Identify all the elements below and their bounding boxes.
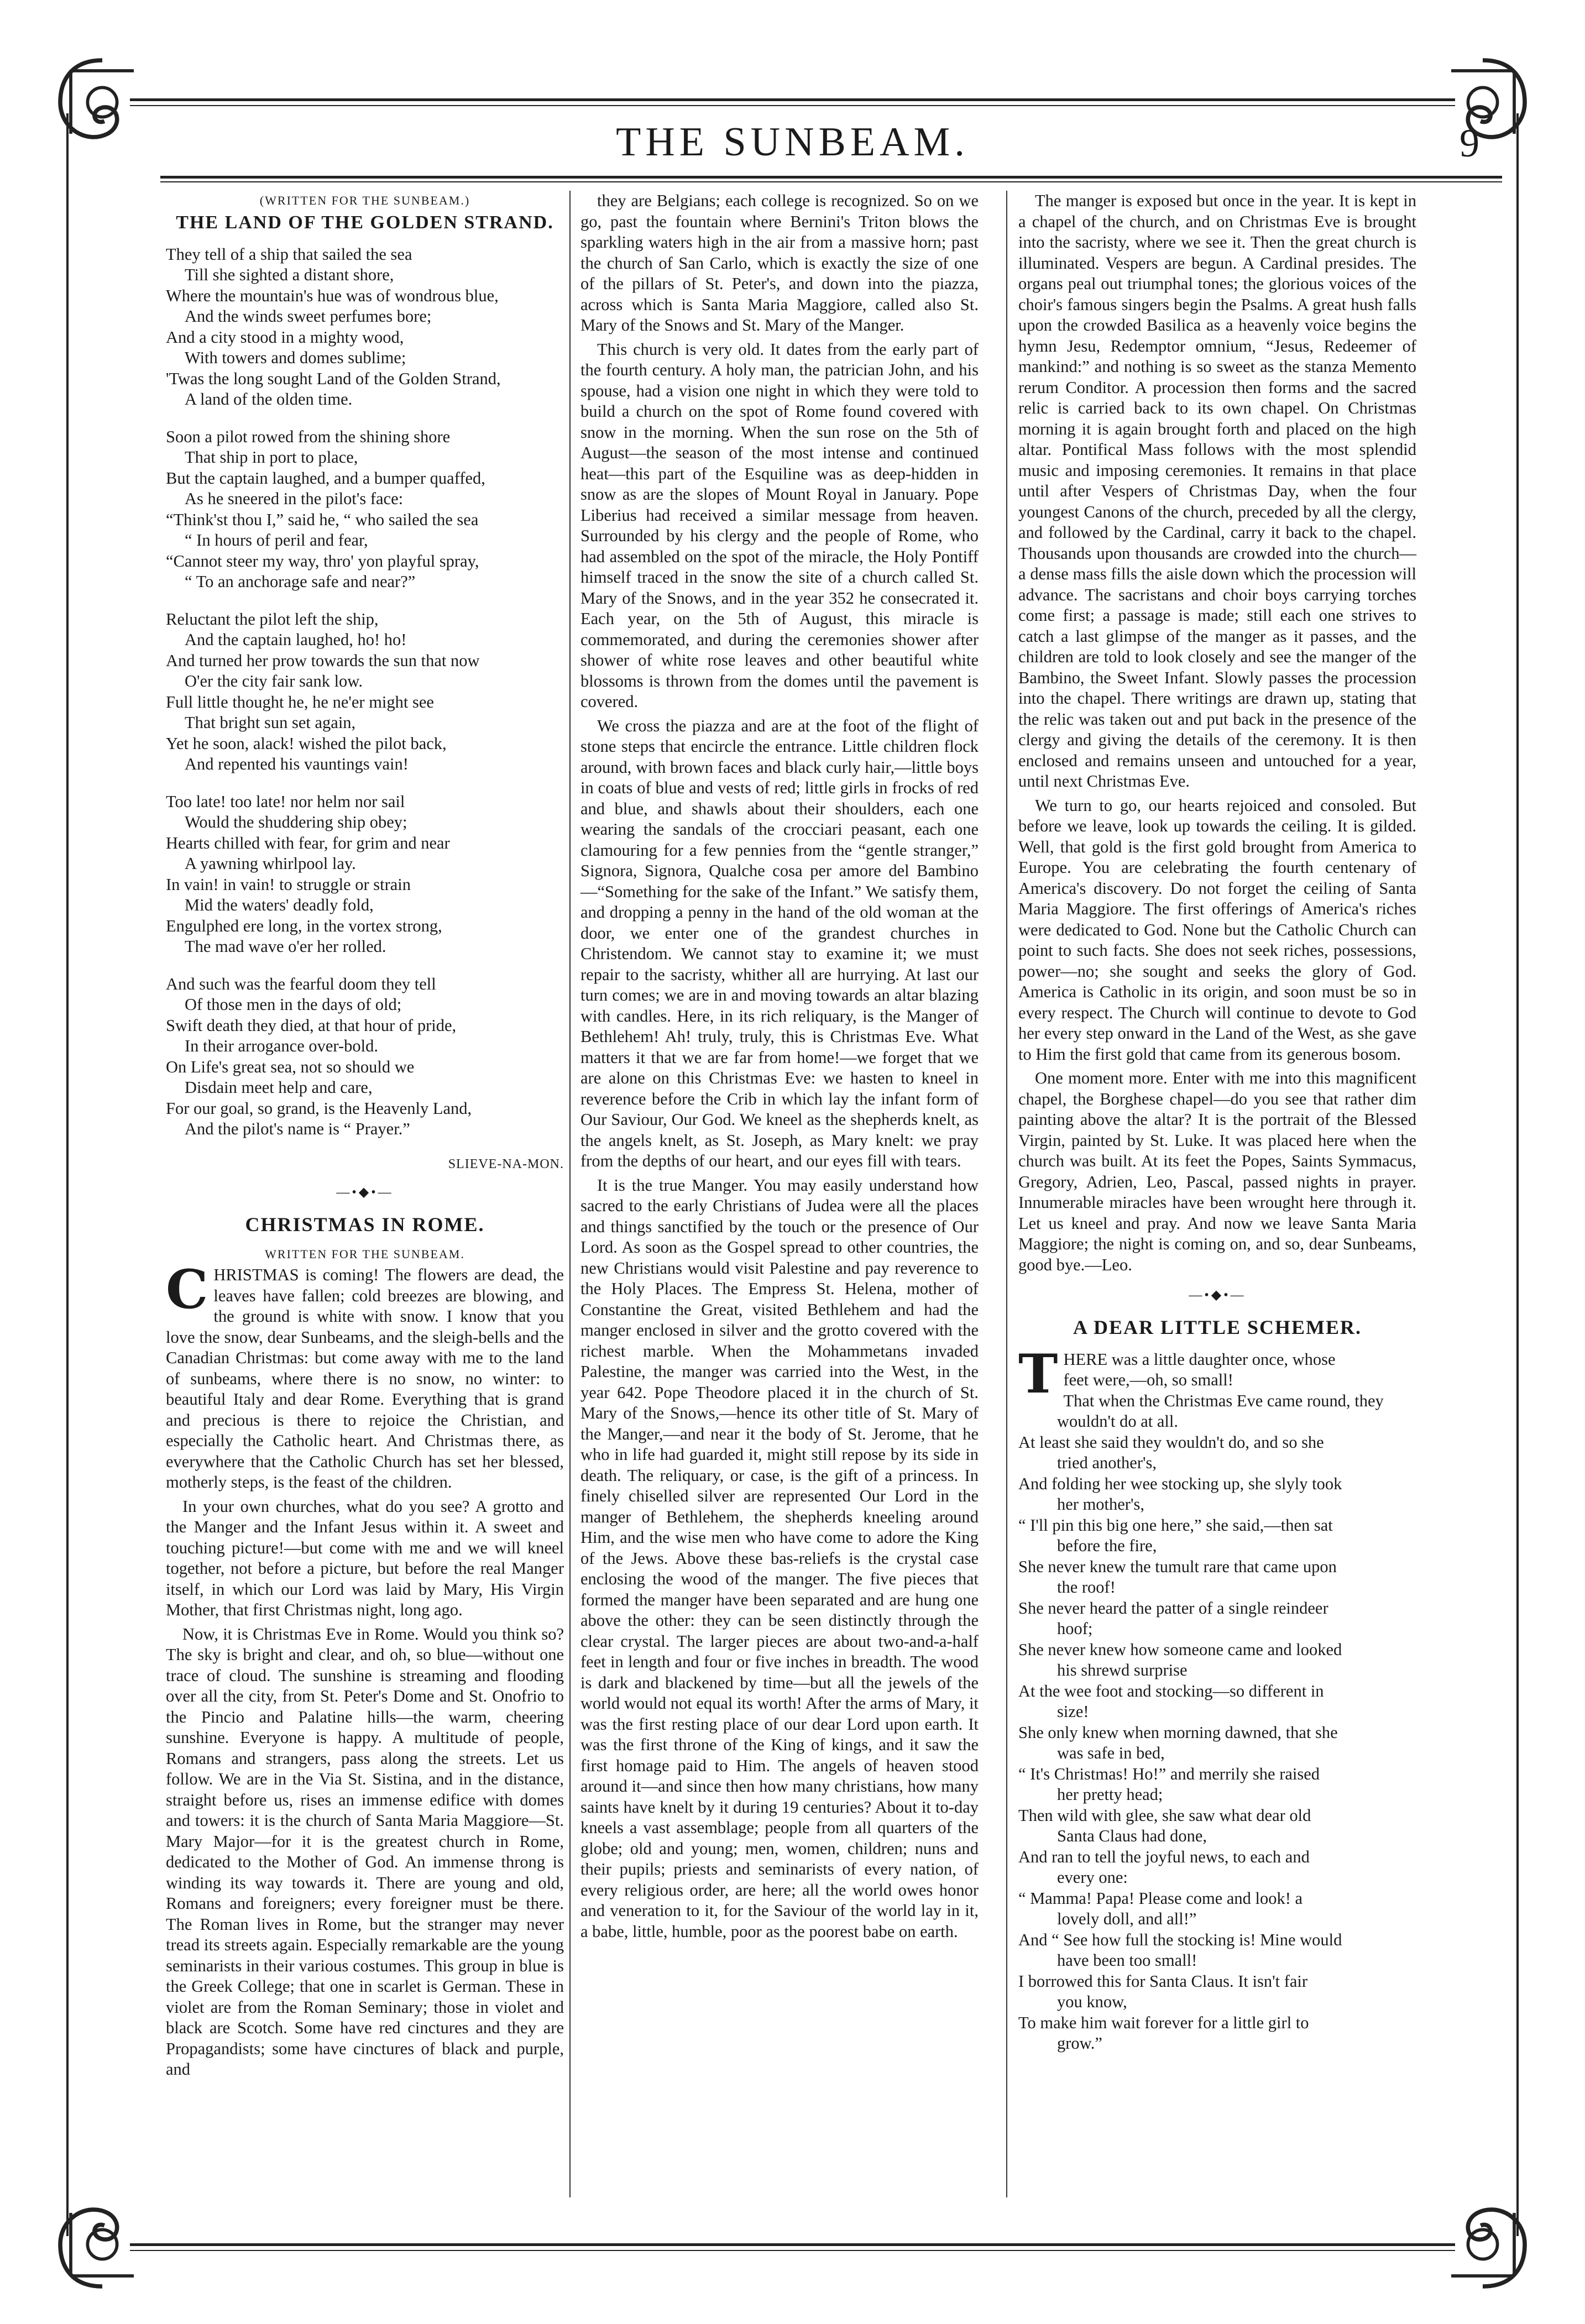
poem-stanza [166, 244, 564, 410]
poem-line: That when the Christmas Eve came round, they [1063, 1391, 1384, 1410]
column-3 [1018, 191, 1416, 2054]
article-paragraphs-col3 [1018, 191, 1416, 1275]
poem-line: And ran to tell the joyful news, to each and [1018, 1847, 1310, 1866]
poem-line: “ Mamma! Papa! Please come and look! a [1018, 1888, 1303, 1908]
poem-line: feet were,—oh, so small! [1063, 1370, 1233, 1390]
article-paragraph: One moment more. Enter with me into this magnificent chapel, the Borghese chapel—do you see that rather dim painting above the altar? It is the portrait of the Blessed Virgin, painted by St. Luke. It was placed here when the church was built. At its feet the Popes, Saints Symmacus, Gregory, Adrien, Leo, Pascal, passed nights in prayer. Innumerable miracles have been wrought here through it. Let us kneel and pray. And now we leave Santa Maria Maggiore; the night is coming on, and so, dear Sunbeams, good bye.—Leo. [1018, 1069, 1416, 1274]
poem-line: you know, [1057, 1992, 1127, 2012]
poem-credit: (WRITTEN FOR THE SUNBEAM.) [259, 193, 470, 207]
frame-top-rule-thin [130, 105, 1455, 106]
article-title: CHRISTMAS IN ROME. [245, 1213, 485, 1236]
poem-line: Santa Claus had done, [1057, 1826, 1207, 1846]
article-paragraph: Now, it is Christmas Eve in Rome. Would you think so? The sky is bright and clear, and oh, so blue—without one trace of cloud. The sunshine is streaming and flooding over all the city, from St. Peter's Dome and St. Onofrio to the Pincio and Palatine hills—the warm, cheering sunshine. Everyone is happy. A multitude of people, Romans and strangers, pass along the streets. Let us follow. We are in the Via St. Sistina, and in the distance, straight before us, rises an immense edifice with domes and towers: it is the church of Santa Maria Maggiore—St. Mary Major—for it is the greatest church in Rome, dedicated to the Mother of God. An immense throng is winding its way towards it. There are young and old, Romans and foreigners; every foreigner must be there. The Roman lives in Rome, but the stranger may never tread its streets again. Especially remarkable are the young seminarists in their various costumes. This group in blue is the Greek College; that one in scarlet is German. These in violet are from the Roman Seminary; those in violet and black are Scotch. Some have red cinctures and they are Propagandists; some have cinctures of black and purple, and [166, 1624, 564, 2079]
poem-line: size! [1057, 1702, 1089, 1721]
poem-line: That bright sun set again, [185, 713, 356, 732]
poem-line: grow.” [1057, 2034, 1102, 2053]
first-paragraph-text: HRISTMAS is coming! The flowers are dead, the leaves have fallen; cold breezes are blowing, and the ground is white with snow. I know that you love the snow, dear Sunbeams, and the sleigh-bells and the Canadian Christmas: but come away with me to the land of sunbeams, where there is no snow, no winter: to beautiful Italy and dear Rome. Everything that is grand and precious is there to rejoice the Christian, and especially the Catholic heart. And Christmas there, as everywhere that the Catholic Church has set her blessed, motherly steps, is the feast of the children. [166, 1265, 564, 1492]
corner-ornament-icon [1430, 50, 1535, 155]
poem-line: hoof; [1057, 1619, 1093, 1639]
poem-line: On Life's great sea, not so should we [166, 1057, 415, 1076]
poem-line: In their arrogance over-bold. [185, 1037, 378, 1056]
poem-line: As he sneered in the pilot's face: [185, 489, 404, 509]
article-paragraph: We cross the piazza and are at the foot of the flight of stone steps that encircle the entrance. Little children flock around, with brown faces and black curly hair,—little boys in coats of blue and vests of red; little girls in frocks of red and blue, and shawls about their shoulders, each one wearing the sandals of the crocciari peasant, each one clamouring for a few pennies from the “gentle stranger,” Signora, Signora, Qualche cosa per amore del Bambino—“Something for the sake of the Infant.” We satisfy them, and dropping a penny in the hand of the old woman at the door, we enter one of the grandest churches in Christendom. We cannot stay to examine it; we must repair to the sacristy, whither all are hurrying. At last our turn comes; we are in and moving towards an altar blazing with candles. Here, in its rich reliquary, is the Manger of Bethlehem! Ah! truly, truly, this is Christmas Eve. What matters it that we are far from home!—we forget that we are alone on this Christmas Eve: we hasten to kneel in reverence before the Crib in which lay the infant form of Our Saviour, Our God. We kneel as the shepherds knelt, as the angels knelt, as St. Joseph, as Mary knelt: we pray from the depths of our heart, and our eyes fill with tears. [580, 716, 979, 1170]
poem-signature: SLIEVE-NA-MON. [448, 1156, 564, 1171]
article-paragraph: This church is very old. It dates from the early part of the fourth century. A holy man, the patrician John, and his spouse, had a vision one night in which they were told to build a church on the spot of Rome found covered with snow in the morning. When the sun rose on the 5th of August—the season of the most intense and continued heat—this part of the Esquiline was as deep-hidden in snow as are the slopes of Mount Royal in January. Pope Liberius had received a similar message from heaven. Surrounded by his clergy and the people of Rome, who had assembled on the spot of the miracle, the Holy Pontiff himself traced in the snow the site of a church called St. Mary of the Snows, and in the year 352 he consecrated it. Each year, on the 5th of August, this miracle is commemorated, and during the ceremonies shower after shower of white rose leaves and other beautiful white blossoms is thrown from the domes until the pavement is covered. [580, 339, 979, 711]
poem-line: Engulphed ere long, in the vortex strong, [166, 916, 442, 935]
poem-line: “ To an anchorage safe and near?” [185, 572, 416, 592]
poem-line: And “ See how full the stocking is! Mine would [1018, 1930, 1342, 1949]
poem-line: her pretty head; [1057, 1785, 1163, 1804]
poem-line: Mid the waters' deadly fold, [185, 896, 374, 915]
poem-line: his shrewd surprise [1057, 1661, 1188, 1680]
article-paragraph: they are Belgians; each college is recognized. So on we go, past the fountain where Bernini's Triton blows the sparkling waters high in the air from a massive horn; past the church of San Carlo, which is exactly the size of one of the pillars of St. Peter's, and down into the piazza, across which is Santa Maria Maggiore, called also St. Mary of the Snows and St. Mary of the Manger. [580, 191, 979, 334]
poem-line: For our goal, so grand, is the Heavenly Land, [166, 1098, 472, 1118]
poem-line: “ I'll pin this big one here,” she said,—then sat [1018, 1515, 1333, 1535]
poem2-lines [1018, 1342, 1416, 2054]
poem-line: And a city stood in a mighty wood, [166, 327, 404, 347]
poem-line: Then wild with glee, she saw what dear old [1018, 1805, 1311, 1825]
article-paragraphs-col2 [580, 191, 979, 1942]
column-1 [166, 191, 564, 2084]
poem-line: Soon a pilot rowed from the shining shore [166, 427, 451, 446]
article-first-paragraph [166, 1258, 564, 1493]
masthead-title: THE SUNBEAM. [616, 119, 969, 165]
poem-line: O'er the city fair sank low. [185, 672, 363, 691]
frame-bottom-rule [130, 2243, 1455, 2246]
column-divider [1006, 191, 1007, 2197]
page-number: 9 [1460, 121, 1479, 165]
header-rule [160, 176, 1502, 179]
poem-line: And the pilot's name is “ Prayer.” [185, 1119, 410, 1139]
poem-stanza [166, 792, 564, 957]
poem-line: Yet he soon, alack! wished the pilot back, [166, 734, 447, 753]
poem-line: “Cannot steer my way, thro' yon playful spray, [166, 551, 479, 570]
poem-line: The mad wave o'er her rolled. [185, 937, 386, 956]
column-2 [580, 191, 979, 1945]
poem-line: Would the shuddering ship obey; [185, 813, 407, 832]
poem-line: tried another's, [1057, 1453, 1157, 1473]
article-paragraph: It is the true Manger. You may easily understand how sacred to the early Christians of Judea were all the places and things sanctified by the touch or the presence of Our Lord. As soon as the Gospel spread to other countries, the new Christians would visit Palestine and pay reverence to the Holy Places. The Empress St. Helena, mother of Constantine the Great, visited Bethlehem and had the manger enclosed in silver and the grotto covered with the richest marble. When the Mohammetans invaded Palestine, the manger was carried into the West, in the year 642. Pope Theodore placed it in the church of St. Mary of the Snows,—hence its other title of St. Mary of the Manger,—and near it the body of St. Jerome, that he who in life had guarded it, might still repose by its side in death. The reliquary, or case, is the gift of a princess. In finely chiselled silver are represented Our Lord in the manger of Bethlehem, the shepherds kneeling around Him, and the wise men who have come to adore the King of the Jews. Above these bas-reliefs is the crystal case enclosing the wood of the manger. The five pieces that formed the manger have been separated and are hung one above the other: they can be seen distinctly through the clear crystal. The larger pieces are about two-and-a-half feet in length and four or five inches in breadth. The wood is dark and blackened by time—but all the jewels of the world would not equal its worth! After the arms of Mary, it was the first resting place of our dear Lord upon earth. It was the first throne of the King of kings, and it saw the first homage paid to Him. The angels of heaven stood around it—and since then how many christians, how many saints have knelt by it during 19 centuries? About it to-day kneels a vast assemblage; people from all quarters of the globe; old and young; men, women, children; nuns and their pupils; priests and seminarists of every nation, of every religious order, are here; all the world owes honor and veneration to it, for the Saviour of the world lay in it, a babe, little, humble, poor as the poorest babe on earth. [580, 1175, 979, 1941]
poem-line: She never knew the tumult rare that came upon [1018, 1557, 1337, 1576]
poem-line: A yawning whirlpool lay. [185, 854, 356, 873]
poem-line: And folding her wee stocking up, she slyly took [1018, 1474, 1342, 1493]
poem-line: At the wee foot and stocking—so different in [1018, 1681, 1324, 1700]
section-ornament: —•◆•— [336, 1185, 394, 1200]
poem-title: A DEAR LITTLE SCHEMER. [1073, 1316, 1362, 1338]
section-ornament: —•◆•— [1189, 1288, 1246, 1302]
poem-line: her mother's, [1057, 1495, 1144, 1514]
poem-line: In vain! in vain! to struggle or strain [166, 875, 411, 894]
poem-line: I borrowed this for Santa Claus. It isn't fair [1018, 1971, 1308, 1991]
poem-line: They tell of a ship that sailed the sea [166, 244, 412, 264]
frame-bottom-rule-thin [130, 2250, 1455, 2251]
poem-line: Disdain meet help and care, [185, 1078, 373, 1097]
frame-left-rule [66, 113, 69, 2236]
poem-line: 'Twas the long sought Land of the Golden Strand, [166, 369, 501, 388]
poem-line: She only knew when morning dawned, that she [1018, 1723, 1338, 1742]
poem-line: have been too small! [1057, 1951, 1197, 1970]
poem-title: THE LAND OF THE GOLDEN STRAND. [176, 212, 554, 233]
poem-line: And the winds sweet perfumes bore; [185, 307, 432, 326]
poem-line: “ It's Christmas! Ho!” and merrily she raised [1018, 1764, 1320, 1783]
poem-line: That ship in port to place, [185, 448, 358, 467]
poem-line: And the captain laughed, ho! ho! [185, 630, 407, 650]
poem-line: Swift death they died, at that hour of pride, [166, 1016, 457, 1035]
article-paragraph: The manger is exposed but once in the year. It is kept in a chapel of the church, and on Christmas Eve is brought into the sacristy, where we see it. Then the great church is illuminated. Vespers are begun. A Cardinal presides. The organs peal out triumphal tones; the glorious voices of the choir's famous singers begin the Psalms. A great hush falls upon the crowded Basilica as a heavenly voice begins the hymn Jesu, Redemptor omnium, “Jesus, Redeemer of mankind:” and nothing is so sweet as the stanza Memento rerum Conditor. A procession then forms and the sacred relic is carried back to its own chapel. On Christmas morning it is again brought forth and placed on the high altar. Pontifical Mass follows with the most splendid music and imposing ceremonies. It remains in that place until after Vespers of Christmas Day, when the four youngest Canons of the church, preceded by all the clergy, and followed by the Cardinal, carry it back to the chapel. Thousands upon thousands are crowded into the church—a dense mass fills the aisle down which the procession will advance. The sacristans and choir boys carrying torches come first; a passage is made; still each one strives to catch a last glimpse of the manger as it passes, and the children are told to look closely and see the manger of the Bambino, the Sweet Infant. Slowly passes the procession into the chapel. There writings are drawn up, stating that the relic was taken out and put back in the presence of the clergy and giving the details of the ceremony. It is then enclosed and remains unseen and untouched for a year, until next Christmas Eve. [1018, 191, 1416, 791]
article-paragraph: We turn to go, our hearts rejoiced and consoled. But before we leave, look up towards the ceiling. It is gilded. Well, that gold is the first gold brought from America to Europe. You are celebrating the fourth centenary of America's discovery. Do not forget the ceiling of Santa Maria Maggiore. The first offerings of America's riches were dedicated to God. None but the Catholic Church can point to such facts. She does not seek riches, possessions, power—no; she sought and seeks the glory of God. America is Catholic in its origin, and soon must be so in every respect. The Church will continue to devote to God her every step onward in the Land of the West, as she gave to Him the first gold that came from its generous bosom. [1018, 795, 1416, 1064]
poem-line: She never knew how someone came and looked [1018, 1640, 1342, 1659]
frame-top-rule [130, 98, 1455, 101]
poem-body [1018, 1342, 1416, 2054]
poem-line: And turned her prow towards the sun that now [166, 651, 480, 670]
poem-line: the roof! [1057, 1578, 1116, 1597]
poem-line: At least she said they wouldn't do, and so she [1018, 1432, 1324, 1452]
poem-line: was safe in bed, [1057, 1744, 1165, 1763]
poem-stanza [166, 609, 564, 775]
article-paragraph: In your own churches, what do you see? A grotto and the Manger and the Infant Jesus within it. A sweet and touching picture!—but come with me and we will kneel together, not before a picture, but before the real Manger itself, in which our Lord was laid by Mary, His Virgin Mother, that first Christmas night, long ago. [166, 1496, 564, 1620]
poem-line: To make him wait forever for a little girl to [1018, 2013, 1309, 2032]
article-paragraphs-col1 [166, 1496, 564, 2080]
poem-line: HERE was a little daughter once, whose [1063, 1349, 1336, 1369]
poem-body [166, 244, 564, 1140]
poem-line: Of those men in the days of old; [185, 995, 402, 1014]
poem-line: And such was the fearful doom they tell [166, 974, 436, 993]
poem-line: every one: [1057, 1868, 1128, 1887]
frame-right-rule [1516, 113, 1519, 2236]
corner-ornament-icon [1430, 2192, 1535, 2297]
poem-line: Too late! too late! nor helm nor sail [166, 792, 405, 811]
poem-line: But the captain laughed, and a bumper quaffed, [166, 468, 485, 488]
poem-line: Hearts chilled with fear, for grim and near [166, 833, 450, 852]
corner-ornament-icon [50, 50, 155, 155]
poem-line: Where the mountain's hue was of wondrous blue, [166, 286, 499, 305]
poem-stanza [166, 974, 564, 1140]
poem-line: Full little thought he, he ne'er might see [166, 692, 434, 711]
poem-line: A land of the olden time. [185, 390, 353, 409]
corner-ornament-icon [50, 2192, 155, 2297]
poem-line: Till she sighted a distant shore, [185, 265, 394, 285]
header-rule-thin [160, 181, 1502, 182]
poem-line: “ In hours of peril and fear, [185, 531, 368, 550]
poem-line: With towers and domes sublime; [185, 348, 406, 368]
article-credit: WRITTEN FOR THE SUNBEAM. [265, 1247, 465, 1262]
poem-line: before the fire, [1057, 1536, 1157, 1556]
drop-cap: C [166, 1258, 208, 1321]
poem-line: And repented his vauntings vain! [185, 755, 409, 774]
poem-line: She never heard the patter of a single reindeer [1018, 1598, 1328, 1618]
poem-line: Reluctant the pilot left the ship, [166, 609, 379, 629]
poem-line: lovely doll, and all!” [1057, 1909, 1197, 1929]
column-divider [569, 191, 571, 2197]
poem-stanza [166, 427, 564, 593]
poem-line: “Think'st thou I,” said he, “ who sailed the sea [166, 510, 479, 529]
drop-cap: T [1018, 1342, 1058, 1405]
poem-line: wouldn't do at all. [1057, 1412, 1178, 1431]
